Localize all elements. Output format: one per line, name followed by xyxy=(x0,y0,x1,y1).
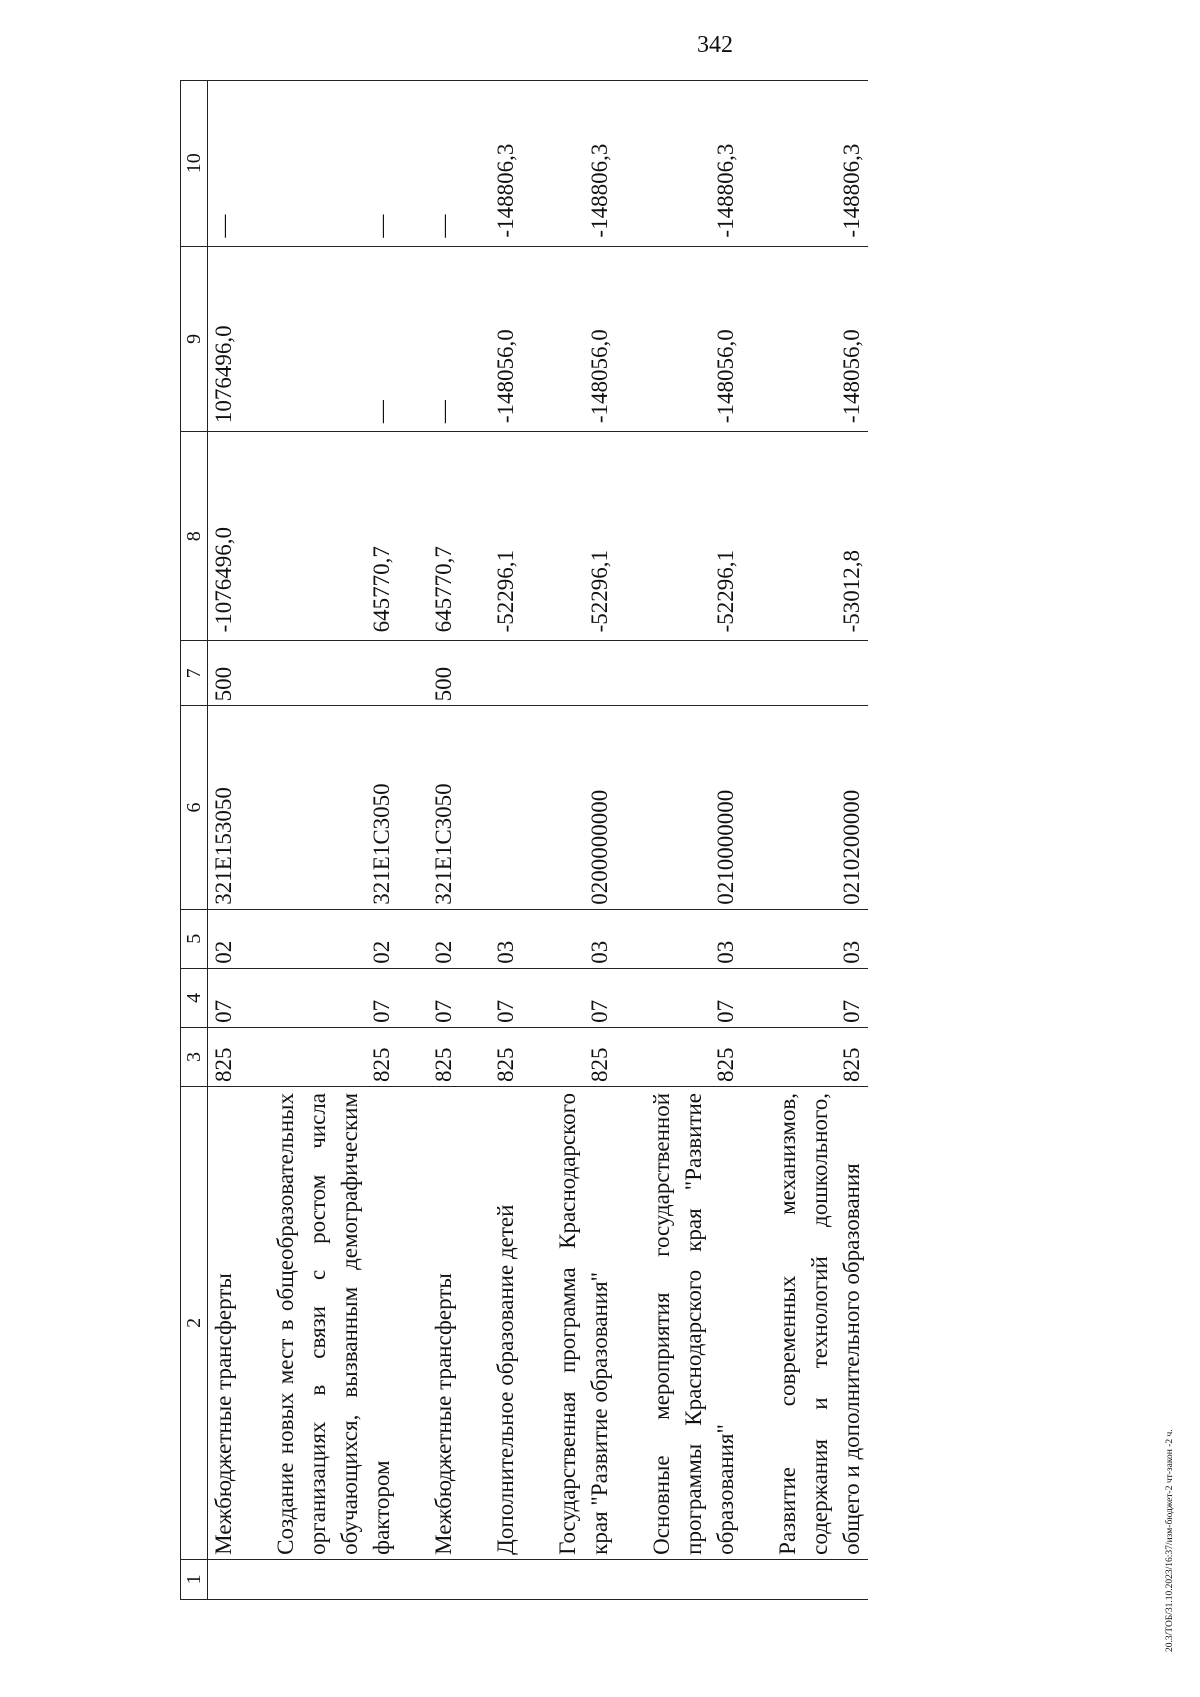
spacer-cell xyxy=(522,432,552,641)
spacer-cell xyxy=(398,1559,428,1599)
table-cell-col10: -148806,3 xyxy=(646,81,742,247)
spacer-cell xyxy=(240,968,270,1027)
table-cell-col2: Государственная программа Краснодарского края "Развитие образования" xyxy=(552,1086,616,1559)
row-spacer xyxy=(616,81,646,1600)
table-row xyxy=(490,81,522,1600)
spacer-cell xyxy=(398,1086,428,1559)
spacer-cell xyxy=(240,641,270,706)
header-cell: 4 xyxy=(181,968,208,1027)
table-cell-col9: -148056,0 xyxy=(552,246,616,432)
table-cell-col4: 07 xyxy=(490,968,522,1027)
row-spacer xyxy=(742,81,772,1600)
spacer-cell xyxy=(522,246,552,432)
table-cell-col5: 03 xyxy=(646,909,742,968)
table-row xyxy=(772,81,868,1600)
table-cell-col4: 07 xyxy=(772,968,868,1027)
spacer-cell xyxy=(398,1027,428,1086)
spacer-cell xyxy=(522,968,552,1027)
spacer-cell xyxy=(460,1027,490,1086)
spacer-cell xyxy=(460,641,490,706)
table-body xyxy=(208,81,869,1600)
spacer-cell xyxy=(398,432,428,641)
table-cell-col1 xyxy=(646,1559,742,1599)
table-cell-col8: -1076496,0 xyxy=(208,432,241,641)
table-cell-col8: 645770,7 xyxy=(270,432,398,641)
spacer-cell xyxy=(742,432,772,641)
spacer-cell xyxy=(616,1027,646,1086)
spacer-cell xyxy=(522,81,552,247)
spacer-cell xyxy=(616,432,646,641)
spacer-cell xyxy=(522,706,552,909)
spacer-cell xyxy=(460,909,490,968)
table-row xyxy=(428,81,460,1600)
table-cell-col10: — xyxy=(208,81,241,247)
spacer-cell xyxy=(522,1559,552,1599)
table-cell-col4: 07 xyxy=(646,968,742,1027)
table-cell-col5: 03 xyxy=(552,909,616,968)
header-cell: 5 xyxy=(181,909,208,968)
spacer-cell xyxy=(398,641,428,706)
rotated-table-container xyxy=(180,80,1180,1600)
spacer-cell xyxy=(742,1559,772,1599)
spacer-cell xyxy=(616,1086,646,1559)
spacer-cell xyxy=(240,81,270,247)
table-cell-col6: 321E1С3050 xyxy=(270,706,398,909)
spacer-cell xyxy=(742,81,772,247)
table-cell-col1 xyxy=(552,1559,616,1599)
table-cell-col6: 321E153050 xyxy=(208,706,241,909)
spacer-cell xyxy=(616,641,646,706)
table-cell-col9: 1076496,0 xyxy=(208,246,241,432)
table-cell-col7: 500 xyxy=(208,641,241,706)
spacer-cell xyxy=(616,246,646,432)
table-cell-col2: Основные мероприятия государственной программы Краснодарского края "Развитие образования" xyxy=(646,1086,742,1559)
footer-code: 20.3/ТОБ/31.10.2023/16:37/изм-бюджет-2 чт-закон -2 ч. xyxy=(1165,1429,1175,1652)
header-cell: 2 xyxy=(181,1086,208,1559)
table-cell-col9: -148056,0 xyxy=(772,246,868,432)
table-cell-col8: 645770,7 xyxy=(428,432,460,641)
spacer-cell xyxy=(460,1559,490,1599)
table-cell-col8: -52296,1 xyxy=(490,432,522,641)
spacer-cell xyxy=(398,81,428,247)
header-cell: 8 xyxy=(181,432,208,641)
table-cell-col3: 825 xyxy=(208,1027,241,1086)
spacer-cell xyxy=(616,909,646,968)
spacer-cell xyxy=(398,968,428,1027)
table-cell-col6: 0200000000 xyxy=(552,706,616,909)
table-cell-col1 xyxy=(772,1559,868,1599)
spacer-cell xyxy=(742,968,772,1027)
row-spacer xyxy=(460,81,490,1600)
header-cell: 10 xyxy=(181,81,208,247)
page-number: 342 xyxy=(697,32,733,58)
header-cell: 9 xyxy=(181,246,208,432)
spacer-cell xyxy=(742,641,772,706)
spacer-cell xyxy=(742,909,772,968)
budget-table xyxy=(180,80,868,1600)
table-cell-col8: -52296,1 xyxy=(646,432,742,641)
spacer-cell xyxy=(398,706,428,909)
table-cell-col2: Межбюджетные трансферты xyxy=(208,1086,241,1559)
table-cell-col9: -148056,0 xyxy=(490,246,522,432)
table-cell-col3: 825 xyxy=(428,1027,460,1086)
table-cell-col10: — xyxy=(428,81,460,247)
table-cell-col10: -148806,3 xyxy=(772,81,868,247)
table-cell-col7 xyxy=(270,641,398,706)
table-cell-col5: 02 xyxy=(208,909,241,968)
spacer-cell xyxy=(398,909,428,968)
table-cell-col2: Дополнительное образование детей xyxy=(490,1086,522,1559)
table-cell-col3: 825 xyxy=(772,1027,868,1086)
table-cell-col1 xyxy=(490,1559,522,1599)
spacer-cell xyxy=(398,246,428,432)
table-cell-col6: 0210000000 xyxy=(646,706,742,909)
row-spacer xyxy=(398,81,428,1600)
spacer-cell xyxy=(742,706,772,909)
spacer-cell xyxy=(616,1559,646,1599)
table-row xyxy=(270,81,398,1600)
table-cell-col3: 825 xyxy=(490,1027,522,1086)
spacer-cell xyxy=(240,909,270,968)
spacer-cell xyxy=(522,641,552,706)
spacer-cell xyxy=(460,81,490,247)
spacer-cell xyxy=(460,246,490,432)
table-cell-col3: 825 xyxy=(646,1027,742,1086)
header-cell: 7 xyxy=(181,641,208,706)
table-cell-col2: Создание новых мест в общеобразовательных организациях в связи с ростом числа обучающихся, вызванным демографическим фактором xyxy=(270,1086,398,1559)
table-cell-col4: 07 xyxy=(428,968,460,1027)
table-cell-col1 xyxy=(270,1559,398,1599)
spacer-cell xyxy=(522,1027,552,1086)
spacer-cell xyxy=(460,1086,490,1559)
spacer-cell xyxy=(742,1086,772,1559)
header-cell: 1 xyxy=(181,1559,208,1599)
table-cell-col6: 0210200000 xyxy=(772,706,868,909)
table-cell-col6 xyxy=(490,706,522,909)
header-cell: 6 xyxy=(181,706,208,909)
table-cell-col9: -148056,0 xyxy=(646,246,742,432)
table-cell-col7: 500 xyxy=(428,641,460,706)
table-cell-col5: 02 xyxy=(428,909,460,968)
spacer-cell xyxy=(240,1027,270,1086)
table-row xyxy=(646,81,742,1600)
table-cell-col8: -53012,8 xyxy=(772,432,868,641)
spacer-cell xyxy=(240,706,270,909)
table-row xyxy=(208,81,241,1600)
spacer-cell xyxy=(460,968,490,1027)
table-cell-col7 xyxy=(490,641,522,706)
spacer-cell xyxy=(522,1086,552,1559)
table-cell-col4: 07 xyxy=(552,968,616,1027)
table-cell-col7 xyxy=(646,641,742,706)
table-cell-col5: 03 xyxy=(772,909,868,968)
row-spacer xyxy=(522,81,552,1600)
row-spacer xyxy=(240,81,270,1600)
spacer-cell xyxy=(742,1027,772,1086)
spacer-cell xyxy=(460,432,490,641)
table-cell-col4: 07 xyxy=(270,968,398,1027)
table-cell-col1 xyxy=(208,1559,241,1599)
spacer-cell xyxy=(522,909,552,968)
spacer-cell xyxy=(742,246,772,432)
table-cell-col8: -52296,1 xyxy=(552,432,616,641)
table-cell-col9: — xyxy=(428,246,460,432)
table-row xyxy=(552,81,616,1600)
table-cell-col10: — xyxy=(270,81,398,247)
header-cell: 3 xyxy=(181,1027,208,1086)
table-cell-col5: 02 xyxy=(270,909,398,968)
table-cell-col7 xyxy=(552,641,616,706)
spacer-cell xyxy=(240,432,270,641)
table-cell-col1 xyxy=(428,1559,460,1599)
spacer-cell xyxy=(616,81,646,247)
table-cell-col7 xyxy=(772,641,868,706)
spacer-cell xyxy=(616,968,646,1027)
header-row xyxy=(181,81,208,1600)
spacer-cell xyxy=(616,706,646,909)
spacer-cell xyxy=(240,1086,270,1559)
table-cell-col3: 825 xyxy=(270,1027,398,1086)
table-cell-col2: Развитие современных механизмов, содержания и технологий дошкольного, общего и дополнительного образования xyxy=(772,1086,868,1559)
spacer-cell xyxy=(240,246,270,432)
spacer-cell xyxy=(240,1559,270,1599)
table-cell-col4: 07 xyxy=(208,968,241,1027)
table-cell-col10: -148806,3 xyxy=(552,81,616,247)
table-cell-col5: 03 xyxy=(490,909,522,968)
table-cell-col10: -148806,3 xyxy=(490,81,522,247)
table-cell-col3: 825 xyxy=(552,1027,616,1086)
table-cell-col6: 321E1С3050 xyxy=(428,706,460,909)
table-cell-col2: Межбюджетные трансферты xyxy=(428,1086,460,1559)
table-cell-col9: — xyxy=(270,246,398,432)
spacer-cell xyxy=(460,706,490,909)
